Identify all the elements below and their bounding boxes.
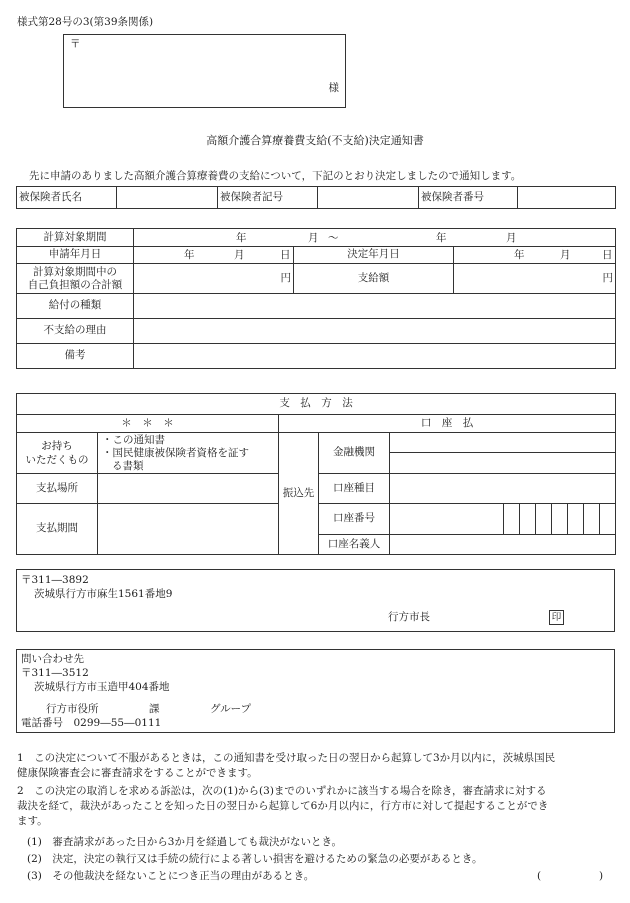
note-2-line2: 裁決を経て，裁決があったことを知った日の翌日から起算して6か月以内に，行方市に対して提起することができ — [17, 800, 549, 812]
payment-period-value — [98, 504, 279, 555]
apply-month: 月 — [234, 248, 245, 261]
bring-item-2b: る書類 — [112, 459, 144, 472]
payment-method-header: 支 払 方 法 — [17, 394, 616, 415]
bank-value-1 — [390, 433, 616, 453]
calculation-table — [16, 228, 616, 369]
issuer-box — [16, 569, 615, 632]
apply-date-value — [134, 247, 294, 264]
account-number-value — [390, 504, 504, 535]
payment-left-header: ＊ ＊ ＊ — [17, 415, 279, 433]
period-from-year: 年 — [236, 231, 247, 244]
bring-label-line1: お持ち — [41, 440, 73, 452]
decision-year: 年 — [514, 248, 525, 261]
account-number-label: 口座番号 — [319, 504, 390, 535]
insured-symbol-label: 被保険者記号 — [218, 187, 318, 209]
paren-close: ) — [599, 870, 604, 882]
place-label: 支払場所 — [17, 474, 98, 504]
bank-value-2 — [390, 453, 616, 474]
apply-date-label: 申請年月日 — [17, 247, 134, 264]
note-item-1: (1) 審査請求があった日から3か月を経過しても裁決がないとき。 — [27, 836, 343, 848]
account-digit-3 — [536, 504, 552, 535]
account-digit-5 — [568, 504, 584, 535]
bring-item-2a: ・国民健康被保険者資格を証す — [102, 446, 249, 459]
decision-date-label: 決定年月日 — [294, 247, 454, 264]
decision-day: 日 — [602, 248, 613, 261]
self-pay-value: 円 — [134, 264, 294, 294]
page-title: 高額介護合算療養費支給(不支給)決定通知書 — [206, 134, 424, 147]
payment-table — [16, 393, 616, 555]
issuer-postal: 〒311―3892 — [21, 574, 89, 586]
account-digit-1 — [504, 504, 520, 535]
reason-value — [134, 319, 616, 344]
issuer-address: 茨城県行方市麻生1561番地9 — [34, 588, 173, 600]
remarks-label: 備考 — [17, 344, 134, 369]
insured-number-value — [518, 187, 616, 209]
decision-date-value — [454, 247, 616, 264]
contact-office: 行方市役所 — [46, 703, 99, 715]
note-1-line2: 健康保険審査会に審査請求をすることができます。 — [17, 767, 258, 779]
bring-label-line2: いただくもの — [25, 454, 89, 466]
insured-name-value — [117, 187, 218, 209]
honorific: 様 — [328, 81, 339, 94]
paren-open: ( — [537, 870, 542, 882]
postal-mark: 〒 — [70, 38, 81, 50]
apply-year: 年 — [184, 248, 195, 261]
account-digit-7 — [600, 504, 616, 535]
insured-symbol-value — [318, 187, 419, 209]
period-from-month: 月 — [308, 231, 319, 244]
payment-amount-value: 円 — [454, 264, 616, 294]
note-item-2: (2) 決定，決定の執行又は手続の続行による著しい損害を避けるための緊急の必要があるとき。 — [27, 853, 483, 865]
contact-postal: 〒311―3512 — [21, 667, 89, 679]
period-value — [134, 229, 616, 247]
payment-period-label: 支払期間 — [17, 504, 98, 555]
self-pay-label-line1: 計算対象期間中の — [33, 265, 117, 278]
contact-phone: 電話番号 0299―55―0111 — [21, 717, 162, 729]
bring-items — [98, 433, 279, 474]
account-digit-2 — [520, 504, 536, 535]
note-2-line3: ます。 — [17, 815, 48, 827]
period-to-month: 月 — [506, 231, 517, 244]
contact-heading: 問い合わせ先 — [21, 653, 84, 665]
period-tilde: ～ — [328, 231, 339, 244]
issuer-mayor: 行方市長 — [388, 611, 430, 623]
bank-label: 金融機関 — [319, 433, 390, 474]
seal-mark: 印 — [549, 610, 564, 625]
bring-item-1: ・この通知書 — [102, 433, 165, 446]
account-type-label: 口座種目 — [319, 474, 390, 504]
contact-address: 茨城県行方市玉造甲404番地 — [34, 681, 170, 693]
insured-name-label: 被保険者氏名 — [17, 187, 117, 209]
transfer-label: 振込先 — [279, 433, 319, 555]
note-1-line1: 1 この決定について不服があるときは，この通知書を受け取った日の翌日から起算して3か月以内に，茨城県国民 — [17, 752, 556, 764]
form-code: 様式第28号の3(第39条関係) — [17, 16, 154, 28]
note-item-3: (3) その他裁決を経ないことにつき正当の理由があるとき。 — [27, 870, 315, 882]
period-to-year: 年 — [436, 231, 447, 244]
intro-text: 先に申請のありました高額介護合算療養費の支給について，下記のとおり決定しましたので通知します。 — [29, 170, 522, 182]
decision-month: 月 — [560, 248, 571, 261]
account-holder-value — [390, 535, 616, 555]
account-digit-6 — [584, 504, 600, 535]
account-type-value — [390, 474, 616, 504]
contact-box — [16, 649, 615, 733]
reason-label: 不支給の理由 — [17, 319, 134, 344]
period-label: 計算対象期間 — [17, 229, 134, 247]
contact-group: グループ — [210, 703, 252, 715]
remarks-value — [134, 344, 616, 369]
self-pay-label — [17, 264, 134, 294]
payment-amount-label: 支給額 — [294, 264, 454, 294]
contact-section: 課 — [149, 703, 160, 715]
insured-table — [16, 186, 616, 209]
account-holder-label: 口座名義人 — [319, 535, 390, 555]
payment-right-header: 口 座 払 — [279, 415, 616, 433]
apply-day: 日 — [280, 248, 291, 261]
account-digit-4 — [552, 504, 568, 535]
bring-label — [17, 433, 98, 474]
benefit-type-value — [134, 294, 616, 319]
note-2-line1: 2 この決定の取消しを求める訴訟は，次の(1)から(3)までのいずれかに該当する場合を除き，審査請求に対する — [17, 785, 547, 797]
self-pay-label-line2: 自己負担額の合計額 — [27, 278, 123, 291]
address-box — [63, 34, 346, 108]
place-value — [98, 474, 279, 504]
insured-number-label: 被保険者番号 — [419, 187, 518, 209]
seal-stamp — [549, 610, 564, 625]
benefit-type-label: 給付の種類 — [17, 294, 134, 319]
